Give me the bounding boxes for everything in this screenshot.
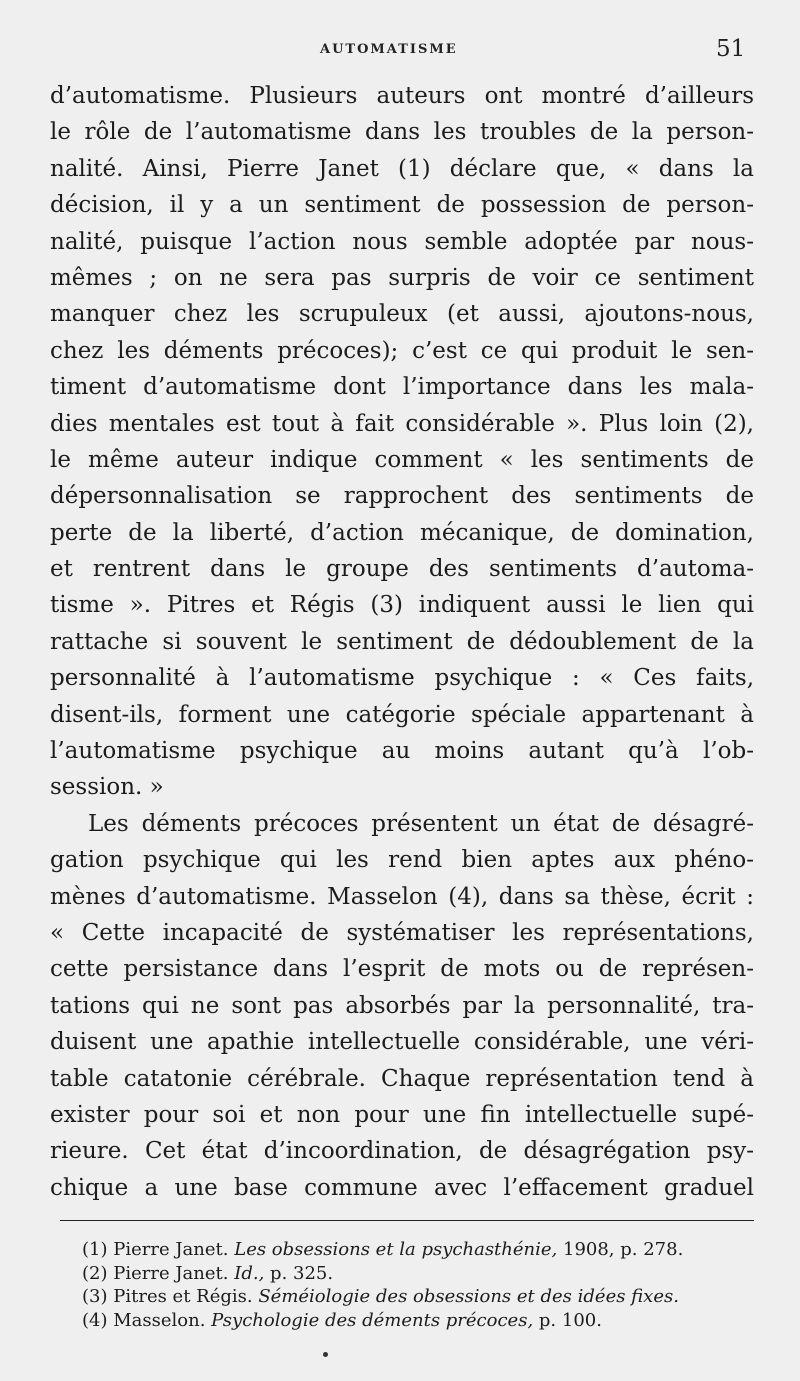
- footnote: [82, 1285, 762, 1309]
- text-line: mêmes ; on ne sera pas surpris de voir ce sentiment: [50, 264, 754, 291]
- footnote-rest: p. 325.: [270, 1262, 334, 1284]
- text-line: chique a une base commune avec l’effacement graduel: [50, 1174, 754, 1201]
- footnote: [82, 1309, 762, 1333]
- footnote-marker: (1): [82, 1239, 108, 1260]
- footnotes: [82, 1238, 762, 1332]
- footnote: [82, 1238, 762, 1262]
- paragraph-start-line: Les déments précoces présentent un état de désagré-: [88, 810, 754, 837]
- text-line: session. »: [50, 774, 164, 801]
- text-line: l’automatisme psychique au moins autant qu’à l’ob-: [50, 738, 754, 765]
- text-line: « Cette incapacité de systématiser les représentations,: [50, 919, 754, 946]
- footnote-author: Pierre Janet.: [113, 1262, 229, 1284]
- footnote-rest: p. 100.: [538, 1309, 602, 1331]
- footnote-title: Id.,: [234, 1262, 265, 1284]
- footnote-marker: (2): [82, 1262, 108, 1284]
- footnote-marker: (4): [82, 1309, 108, 1331]
- text-line: perte de la liberté, d’action mécanique, de domination,: [50, 519, 754, 546]
- footnote-marker: (3): [82, 1286, 108, 1307]
- text-line: rieure. Cet état d’incoordination, de désagrégation psy-: [50, 1138, 754, 1165]
- text-line: duisent une apathie intellectuelle considérable, une véri-: [50, 1029, 754, 1056]
- text-line: le rôle de l’automatisme dans les troubles de la person-: [50, 119, 754, 146]
- footnote: [82, 1262, 762, 1286]
- footnote-author: Pierre Janet.: [113, 1239, 229, 1260]
- text-line: tations qui ne sont pas absorbés par la personnalité, tra-: [50, 992, 754, 1019]
- footnote-title: Psychologie des déments précoces,: [211, 1309, 534, 1331]
- footnote-divider: [60, 1220, 754, 1221]
- footnote-author: Pitres et Régis.: [113, 1286, 253, 1307]
- text-line: gation psychique qui les rend bien aptes aux phéno-: [50, 847, 754, 874]
- text-line: le même auteur indique comment « les sentiments de: [50, 446, 754, 473]
- text-line: tisme ». Pitres et Régis (3) indiquent aussi le lien qui: [50, 592, 754, 619]
- text-line: rattache si souvent le sentiment de dédoublement de la: [50, 628, 754, 655]
- page-header: [0, 38, 800, 62]
- text-line: exister pour soi et non pour une fin intellectuelle supé-: [50, 1101, 754, 1128]
- footnote-title: Séméiologie des obsessions et des idées fixes.: [258, 1286, 679, 1307]
- text-line: personnalité à l’automatisme psychique : « Ces faits,: [50, 665, 754, 692]
- text-line: table catatonie cérébrale. Chaque représentation tend à: [50, 1065, 754, 1092]
- text-line: mènes d’automatisme. Masselon (4), dans sa thèse, écrit :: [50, 883, 754, 910]
- page-number: 51: [716, 36, 746, 62]
- text-line: nalité, puisque l’action nous semble adoptée par nous-: [50, 228, 754, 255]
- text-line: nalité. Ainsi, Pierre Janet (1) déclare que, « dans la: [50, 155, 754, 182]
- body-text: [50, 78, 754, 1206]
- footnote-rest: 1908, p. 278.: [563, 1239, 684, 1260]
- text-line: et rentrent dans le groupe des sentiments d’automa-: [50, 556, 754, 583]
- text-line: cette persistance dans l’esprit de mots ou de représen-: [50, 956, 754, 983]
- text-line: d’automatisme. Plusieurs auteurs ont montré d’ailleurs: [50, 83, 754, 109]
- text-line: dépersonnalisation se rapprochent des sentiments de: [50, 483, 754, 510]
- footnote-author: Masselon.: [113, 1309, 206, 1331]
- text-line: chez les déments précoces); c’est ce qui produit le sen-: [50, 337, 754, 364]
- text-line: disent-ils, forment une catégorie spéciale appartenant à: [50, 701, 754, 728]
- text-line: décision, il y a un sentiment de possession de person-: [50, 192, 754, 219]
- running-title: AUTOMATISME: [320, 42, 458, 57]
- text-line: dies mentales est tout à fait considérable ». Plus loin (2),: [50, 410, 754, 437]
- text-line: timent d’automatisme dont l’importance dans les mala-: [50, 374, 754, 401]
- text-line: manquer chez les scrupuleux (et aussi, ajoutons-nous,: [50, 301, 754, 328]
- footnote-title: Les obsessions et la psychasthénie,: [234, 1239, 558, 1260]
- page-dot-mark: [323, 1352, 328, 1357]
